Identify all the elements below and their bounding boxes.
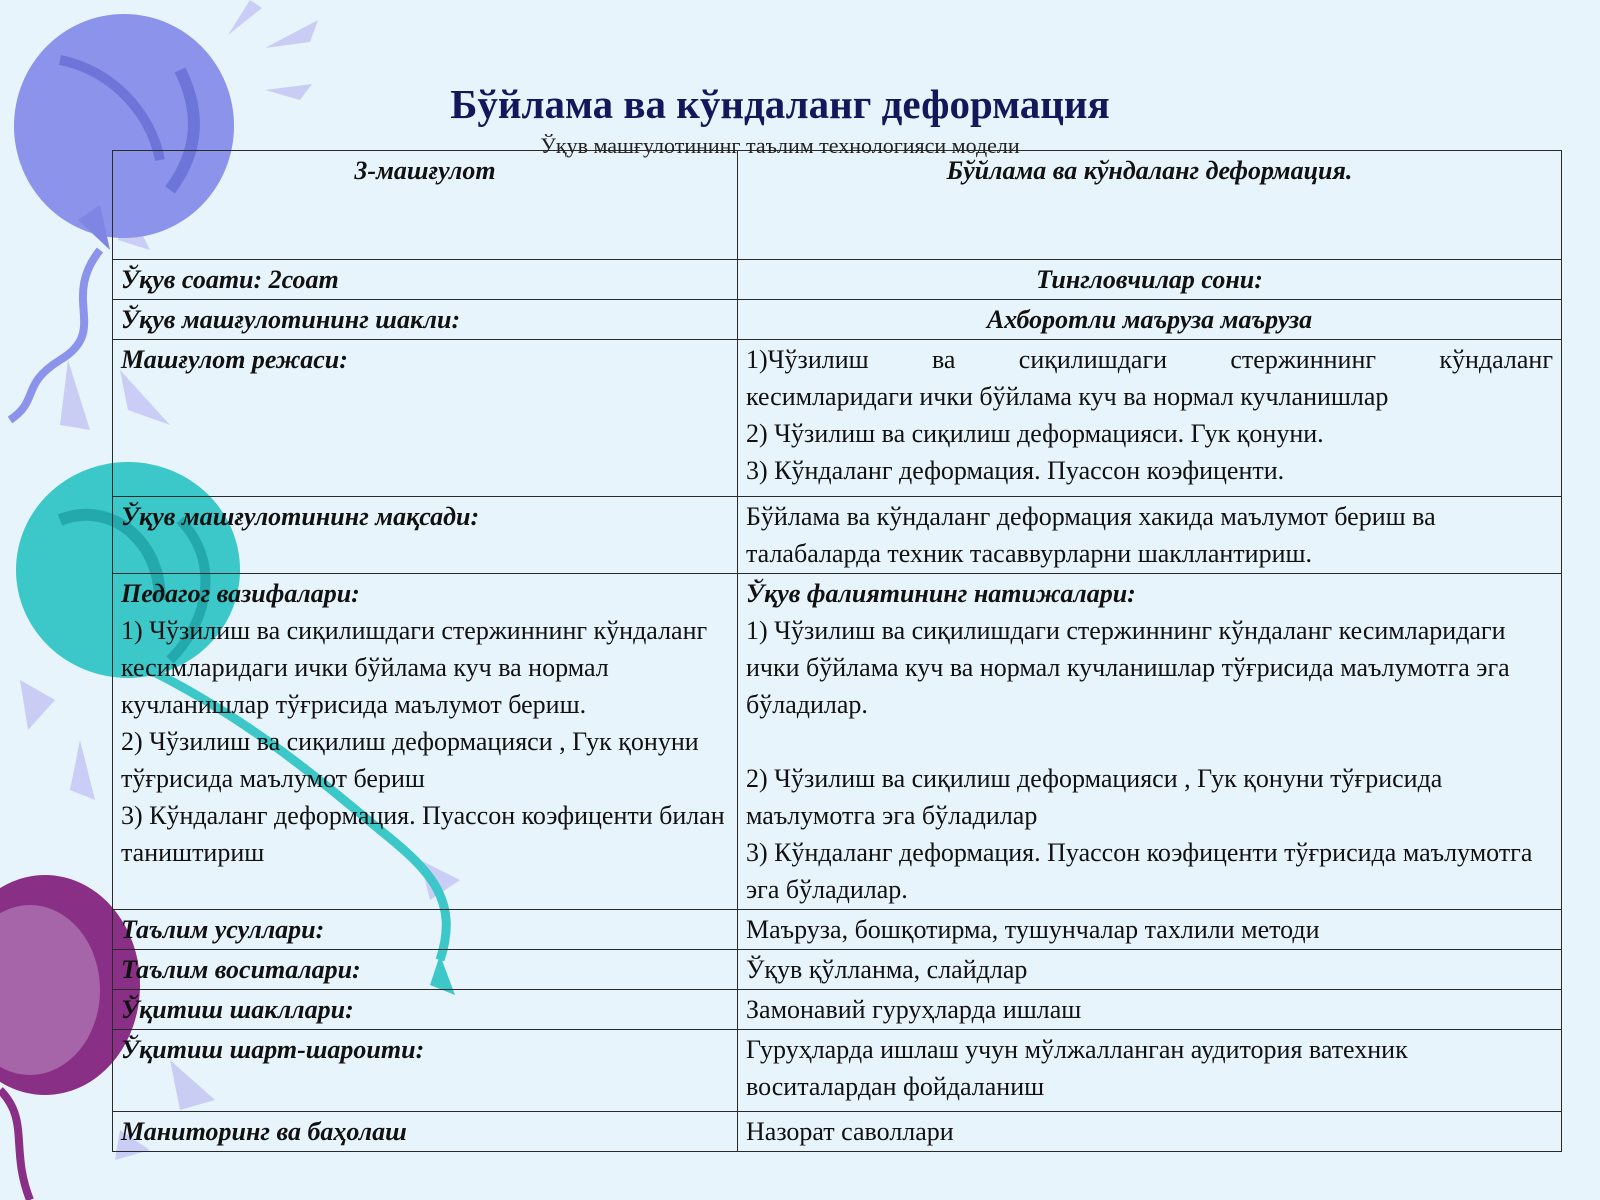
goal-value: Бўйлама ва кўндаланг деформация хакида маълумот бериш ва талабаларда техник тасаввурларни шакллантириш. — [738, 497, 1562, 574]
plan-item-2: 2) Чўзилиш ва сиқилиш деформацияси. Гук қонуни. — [746, 419, 1324, 448]
conditions-label: Ўқитиш шарт-шароити: — [113, 1030, 738, 1112]
plan-label: Машғулот режаси: — [113, 340, 738, 497]
conditions-value: Гуруҳларда ишлаш учун мўлжалланган аудитория ватехник воситалардан фойдаланиш — [738, 1030, 1562, 1112]
table-row-header — [113, 151, 1562, 260]
plan-item-3: 3) Кўндаланг деформация. Пуассон коэфиценти. — [746, 456, 1285, 485]
form-value: Ахборотли маъруза маъруза — [738, 300, 1562, 340]
table-row-forms — [113, 990, 1562, 1030]
lesson-model-table — [112, 150, 1562, 1152]
table-row-means — [113, 950, 1562, 990]
hours-label: Ўқув соати: 2соат — [113, 260, 738, 300]
table-row-tasks — [113, 574, 1562, 910]
table-row-methods — [113, 910, 1562, 950]
teacher-tasks-title: Педагог вазифалари: — [121, 579, 360, 608]
learning-results-cell — [738, 574, 1562, 910]
table-row-conditions — [113, 1030, 1562, 1112]
table-row-hours — [113, 260, 1562, 300]
goal-label: Ўқув машғулотининг мақсади: — [113, 497, 738, 574]
learning-result-spacer — [746, 723, 1553, 760]
table-row-plan — [113, 340, 1562, 497]
table-row-goal — [113, 497, 1562, 574]
teacher-task-2: 2) Чўзилиш ва сиқилиш деформацияси , Гук қонуни тўғрисида маълумот бериш — [121, 727, 699, 793]
monitoring-label: Маниторинг ва баҳолаш — [113, 1112, 738, 1152]
plan-value — [738, 340, 1562, 497]
page-subtitle: Ўқув машғулотининг таълим технологияси модели — [540, 133, 1020, 158]
methods-value: Маъруза, бошқотирма, тушунчалар тахлили методи — [738, 910, 1562, 950]
learning-result-1: 1) Чўзилиш ва сиқилишдаги стержиннинг кўндаланг кесимларидаги ички бўйлама куч ва нормал кучланишлар тўғрисида маълумотга эга бўладилар. — [746, 616, 1510, 719]
form-label: Ўқув машғулотининг шакли: — [113, 300, 738, 340]
teaching-forms-label: Ўқитиш шакллари: — [113, 990, 738, 1030]
learning-result-2: 2) Чўзилиш ва сиқилиш деформацияси , Гук қонуни тўғрисида маълумотга эга бўладилар — [746, 764, 1443, 830]
monitoring-value: Назорат саволлари — [738, 1112, 1562, 1152]
teacher-task-3: 3) Кўндаланг деформация. Пуассон коэфиценти билан таништириш — [121, 801, 725, 867]
teacher-tasks-cell — [113, 574, 738, 910]
lesson-number-cell: 3-машғулот — [113, 151, 738, 260]
plan-item-1-b: кесимларидаги ички бўйлама куч ва нормал кучланишлар — [746, 382, 1389, 411]
means-value: Ўқув қўлланма, слайдлар — [738, 950, 1562, 990]
listeners-count-label: Тингловчилар сони: — [738, 260, 1562, 300]
learning-results-title: Ўқув фалиятининг натижалари: — [746, 579, 1136, 608]
table-row-form — [113, 300, 1562, 340]
learning-result-3: 3) Кўндаланг деформация. Пуассон коэфиценти тўғрисида маълумотга эга бўладилар. — [746, 838, 1533, 904]
lesson-topic-cell: Бўйлама ва кўндаланг деформация. — [738, 151, 1562, 260]
teacher-task-1: 1) Чўзилиш ва сиқилишдаги стержиннинг кўндаланг кесимларидаги ички бўйлама куч ва нормал кучланишлар тўғрисида маълумот бериш. — [121, 616, 708, 719]
table-row-monitoring — [113, 1112, 1562, 1152]
means-label: Таълим воситалари: — [113, 950, 738, 990]
page-title: Бўйлама ва кўндаланг деформация — [450, 81, 1110, 127]
teaching-forms-value: Замонавий гуруҳларда ишлаш — [738, 990, 1562, 1030]
plan-item-1-a: 1)Чўзилиш ва сиқилишдаги стержиннинг кўндаланг — [746, 345, 1553, 374]
methods-label: Таълим усуллари: — [113, 910, 738, 950]
